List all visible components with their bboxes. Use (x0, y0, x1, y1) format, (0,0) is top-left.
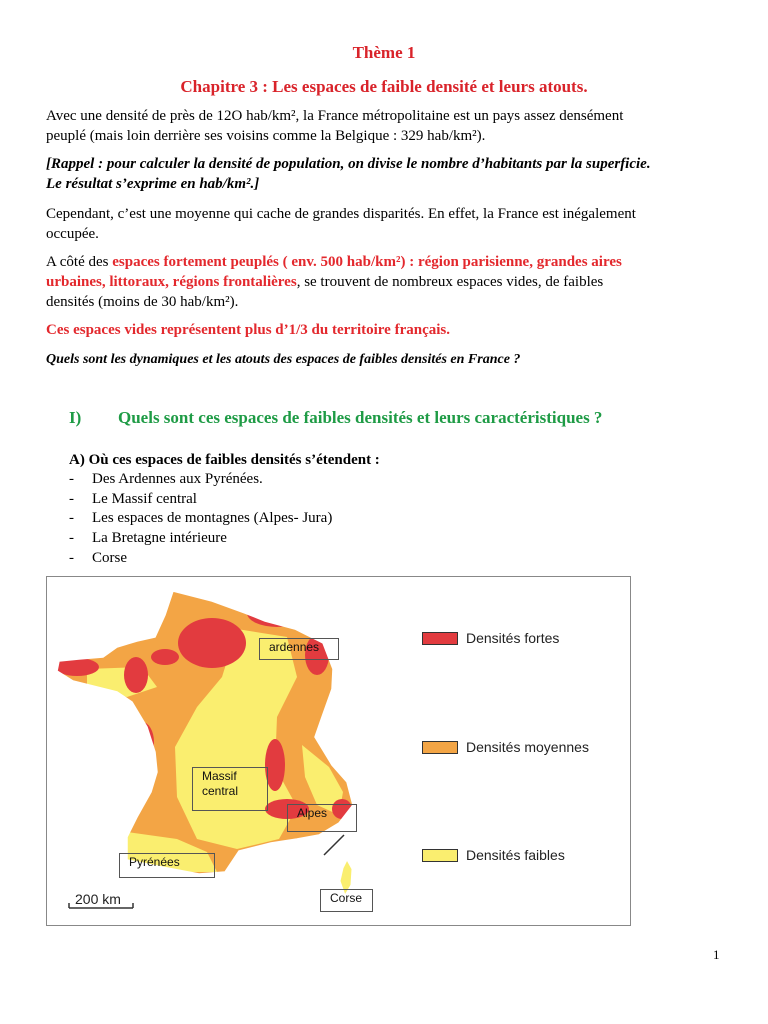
map-label-corse: Corse (320, 889, 373, 912)
intro-line: Cependant, c’est une moyenne qui cache de grandes disparités. En effet, la France est inégalement (46, 206, 636, 222)
intro-line (46, 252, 726, 272)
dash-bullet: - (69, 490, 74, 507)
list-item-text: Corse (92, 549, 127, 566)
intro-paragraph-1 (46, 106, 726, 146)
list-item (69, 549, 332, 569)
list-item-text: Les espaces de montagnes (Alpes- Jura) (92, 510, 333, 527)
highlight-text: urbaines, littoraux, régions frontalières (46, 274, 297, 290)
legend-swatch-low (422, 849, 458, 862)
high-density-paris (178, 618, 246, 668)
rappel-note (46, 154, 726, 194)
list-item (69, 490, 332, 510)
section-title: Quels sont ces espaces de faibles densités et leurs caractéristiques ? (118, 408, 603, 427)
dash-bullet: - (69, 549, 74, 566)
list-item (69, 509, 332, 529)
intro-line (46, 272, 726, 292)
high-density-rhone (265, 739, 285, 791)
legend-label-high: Densités fortes (466, 630, 560, 646)
high-density-north (247, 599, 307, 627)
intro-line: densités (moins de 30 hab/km²). (46, 294, 239, 310)
legend-label-low: Densités faibles (466, 847, 565, 863)
legend-label-medium: Densités moyennes (466, 739, 589, 755)
high-density-west (124, 657, 148, 693)
dash-bullet: - (69, 530, 74, 547)
map-label-alpes: Alpes (287, 804, 357, 832)
section-heading (69, 408, 602, 428)
intro-paragraph-2 (46, 204, 726, 244)
text-run: , se trouvent de nombreux espaces vides, de faibles (296, 274, 604, 290)
region-list (69, 470, 332, 568)
map-label-pyrenees: Pyrénées (119, 853, 215, 878)
scale-label: 200 km (75, 891, 121, 907)
map-label-line: Massif (202, 769, 237, 783)
high-density-atlantic (130, 722, 154, 762)
legend-swatch-high (422, 632, 458, 645)
dash-bullet: - (69, 510, 74, 527)
highlight-text: espaces fortement peuplés ( env. 500 hab/km²) : région parisienne, grandes aires (112, 254, 622, 270)
chapter-title: Chapitre 3 : Les espaces de faible densité et leurs atouts. (180, 77, 588, 96)
list-item-text: Des Ardennes aux Pyrénées. (92, 471, 263, 487)
problem-question: Quels sont les dynamiques et les atouts des espaces de faibles densités en France ? (46, 352, 521, 367)
map-label-line: central (202, 784, 239, 798)
intro-line: occupée. (46, 226, 99, 242)
high-density-normandy (151, 649, 179, 665)
text-run: A côté des (46, 254, 113, 270)
density-map (46, 576, 631, 926)
intro-line: peuplé (mais loin derrière ses voisins comme la Belgique : 329 hab/km²). (46, 128, 486, 144)
theme-title: Thème 1 (352, 43, 416, 62)
subsection-heading: A) Où ces espaces de faibles densités s’étendent : (69, 452, 380, 468)
intro-paragraph-3 (46, 252, 726, 312)
list-item (69, 470, 332, 490)
key-statement: Ces espaces vides représentent plus d’1/3 du territoire français. (46, 322, 450, 338)
dash-bullet: - (69, 471, 74, 487)
list-item (69, 529, 332, 549)
section-number: I) (69, 408, 82, 427)
intro-line: Avec une densité de près de 12O hab/km², la France métropolitaine est un pays assez densément (46, 108, 624, 124)
legend-swatch-medium (422, 741, 458, 754)
list-item-text: Le Massif central (92, 490, 197, 507)
rappel-line: [Rappel : pour calculer la densité de population, on divise le nombre d’habitants par la superficie. (46, 156, 651, 172)
inset-divider (324, 835, 344, 855)
rappel-line: Le résultat s’exprime en hab/km².] (46, 176, 260, 192)
page-number: 1 (713, 947, 720, 962)
map-label-ardennes: ardennes (259, 638, 339, 660)
list-item-text: La Bretagne intérieure (92, 530, 227, 547)
map-label-massif-central (192, 767, 268, 811)
